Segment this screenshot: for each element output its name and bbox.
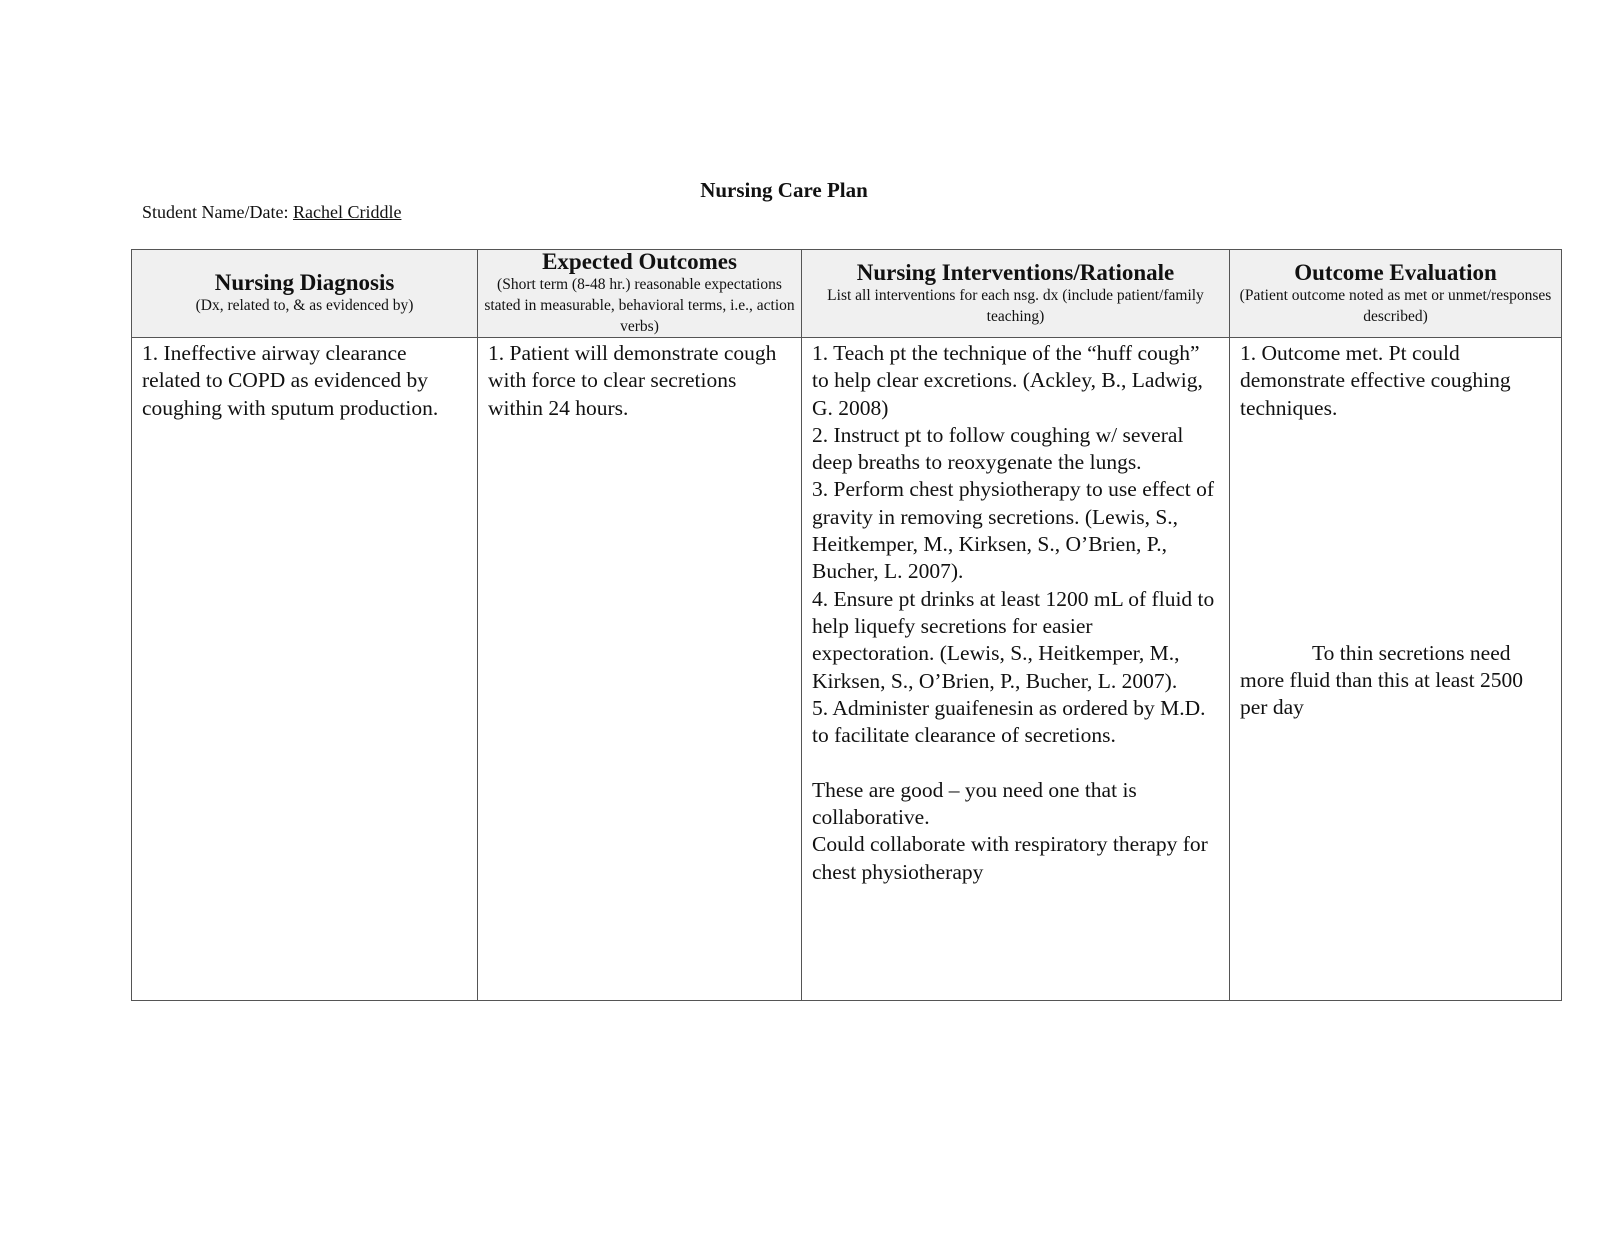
header-nursing-diagnosis bbox=[132, 250, 478, 338]
care-plan-table bbox=[131, 249, 1562, 1001]
cell-interventions bbox=[802, 338, 1230, 1001]
header-subtitle: List all interventions for each nsg. dx (include patient/family teaching) bbox=[827, 286, 1204, 325]
cell-expected-outcome bbox=[478, 338, 802, 1001]
header-subtitle: (Short term (8-48 hr.) reasonable expectations stated in measurable, behavioral terms, i.e., action verbs) bbox=[484, 276, 795, 335]
header-title: Nursing Interventions/Rationale bbox=[856, 259, 1175, 285]
cell-evaluation bbox=[1230, 338, 1562, 1001]
expected-outcome-text: 1. Patient will demonstrate cough with force to clear secretions within 24 hours. bbox=[488, 341, 777, 420]
intervention-item: 2. Instruct pt to follow coughing w/ several deep breaths to reoxygenate the lungs. bbox=[812, 422, 1184, 475]
evaluation-text: 1. Outcome met. Pt could demonstrate effective coughing techniques. bbox=[1240, 341, 1511, 420]
student-name-date bbox=[142, 202, 401, 223]
instructor-comment: Could collaborate with respiratory therapy for chest physiotherapy bbox=[812, 832, 1208, 884]
header-nursing-interventions bbox=[802, 250, 1230, 338]
student-label: Student Name/Date: bbox=[142, 202, 293, 222]
header-outcome-evaluation bbox=[1230, 250, 1562, 338]
spacer bbox=[812, 749, 1219, 776]
diagnosis-text: 1. Ineffective airway clearance related to COPD as evidenced by coughing with sputum production. bbox=[142, 341, 439, 420]
intervention-item: 5. Administer guaifenesin as ordered by M.D. to facilitate clearance of secretions. bbox=[812, 695, 1206, 748]
intervention-item: 1. Teach pt the technique of the “huff cough” to help clear excretions. (Ackley, B., Ladwig, G. 2008) bbox=[812, 341, 1203, 420]
student-name: Rachel Criddle bbox=[292, 202, 402, 222]
cell-diagnosis bbox=[132, 338, 478, 1001]
instructor-comment: These are good – you need one that is collaborative. bbox=[812, 777, 1137, 830]
header-subtitle: (Patient outcome noted as met or unmet/responses described) bbox=[1239, 286, 1552, 325]
document-title: Nursing Care Plan bbox=[700, 178, 868, 202]
header-expected-outcomes bbox=[478, 250, 802, 338]
evaluation-comment: To thin secretions need more fluid than this at least 2500 per day bbox=[1240, 640, 1524, 720]
header-row bbox=[132, 250, 1562, 338]
header-title: Nursing Diagnosis bbox=[214, 270, 395, 295]
header-title: Outcome Evaluation bbox=[1294, 259, 1497, 285]
intervention-item: 4. Ensure pt drinks at least 1200 mL of fluid to help liquefy secretions for easier expectoration. (Lewis, S., Heitkemper, M., Kirksen, S., O’Brien, P., Bucher, L. 2007). bbox=[812, 586, 1215, 693]
header-title: Expected Outcomes bbox=[542, 249, 737, 274]
table-row bbox=[132, 338, 1562, 1001]
intervention-item: 3. Perform chest physiotherapy to use effect of gravity in removing secretions. (Lewis, S., Heitkemper, M., Kirksen, S., O’Brien, P., Bucher, L. 2007). bbox=[812, 477, 1215, 584]
header-subtitle: (Dx, related to, & as evidenced by) bbox=[195, 297, 414, 314]
